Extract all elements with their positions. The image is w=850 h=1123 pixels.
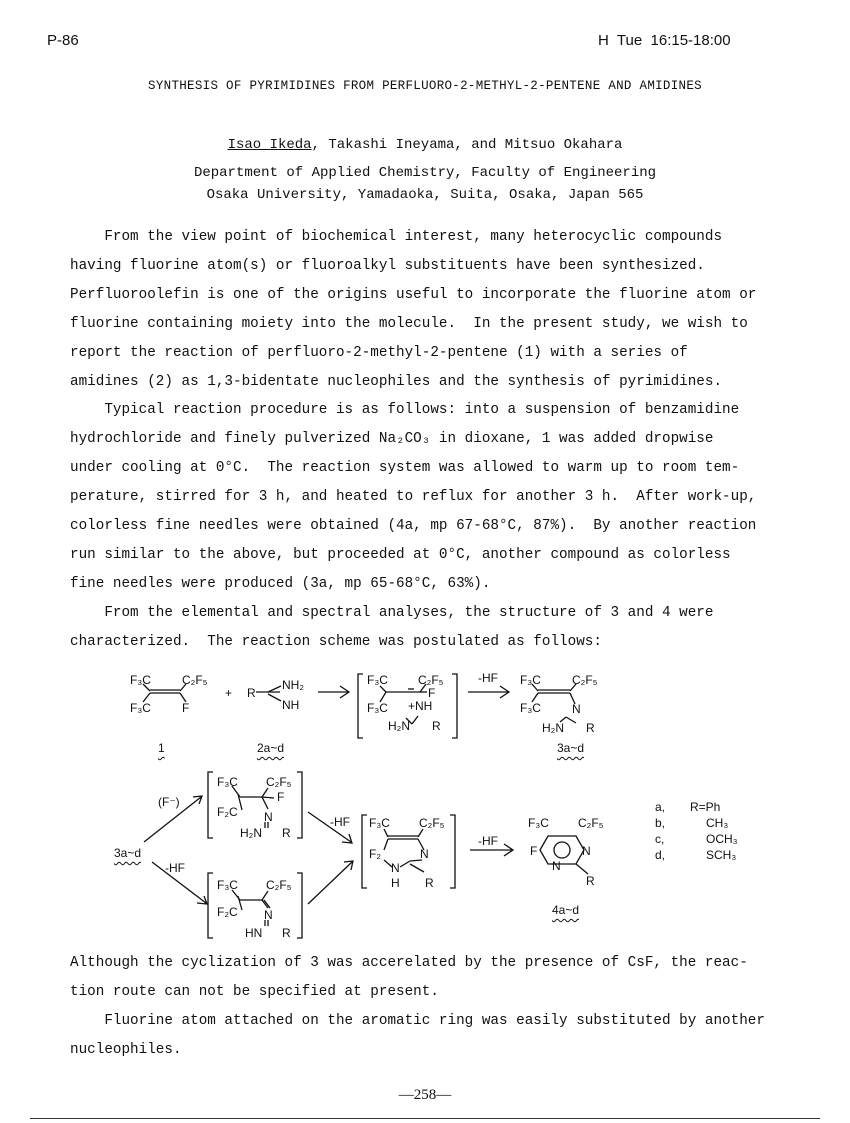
scheme-label: F₂ [369, 847, 381, 861]
text-line: report the reaction of perfluoro-2-methyl-2-pentene (1) with a series of [70, 344, 688, 361]
scheme-label: H₂N [542, 721, 564, 735]
text-line: amidines (2) as 1,3-bidentate nucleophiles and the synthesis of pyrimidines. [70, 373, 723, 390]
scheme-label: H₂N [388, 719, 410, 733]
scheme-label: F₃C [367, 701, 388, 715]
text-line: From the elemental and spectral analyses, the structure of 3 and 4 were [70, 604, 714, 621]
paper-title: SYNTHESIS OF PYRIMIDINES FROM PERFLUORO-2-METHYL-2-PENTENE AND AMIDINES [148, 79, 702, 93]
scheme-label: F₃C [520, 701, 541, 715]
scheme-label: F [428, 686, 436, 700]
scheme-label: -HF [330, 815, 350, 829]
footer-rule [30, 1118, 820, 1119]
scheme-label: R [425, 876, 434, 890]
scheme-label: N [391, 861, 400, 875]
scheme-label: F₂C [217, 905, 238, 919]
scheme-label: NH₂ [282, 678, 304, 692]
scheme-label: R [282, 826, 291, 840]
scheme-label: R [586, 721, 595, 735]
scheme-label: F₃C [130, 673, 151, 687]
affiliation-line: Department of Applied Chemistry, Faculty of Engineering [193, 165, 657, 181]
scheme-label: F₃C [520, 673, 541, 687]
scheme-label: F₃C [217, 878, 238, 892]
scheme-label: N [264, 810, 273, 824]
scheme-label: N [552, 859, 561, 873]
scheme-label: N [582, 844, 591, 858]
text-line: Typical reaction procedure is as follows: into a suspension of benzamidine [70, 402, 740, 419]
text-line: tion route can not be specified at present. [70, 983, 439, 1000]
scheme-label: C₂F₅ [266, 878, 292, 892]
text-line: Although the cyclization of 3 was accerelated by the presence of CsF, the reac- [70, 955, 748, 971]
legend-key: a, [655, 800, 666, 814]
compound-number: 3a~d [557, 741, 585, 755]
scheme-label: H₂N [240, 826, 262, 840]
presenting-author: Isao Ikeda [227, 137, 312, 153]
scheme-label: +NH [408, 699, 433, 713]
paper-code: P-86 [47, 32, 79, 49]
text-line: fluorine containing moiety into the molecule. In the present study, we wish to [70, 315, 748, 332]
text-line: perature, stirred for 3 h, and heated to reflux for another 3 h. After work-up, [70, 489, 757, 506]
scheme-label: F₂C [217, 805, 238, 819]
scheme-label: C₂F₅ [418, 673, 444, 687]
scheme-label: F₃C [367, 673, 388, 687]
compound-number: 4a~d [552, 903, 580, 917]
legend-key: d, [655, 848, 666, 862]
scheme-label: C₂F₅ [182, 673, 208, 687]
scheme-label: NH [282, 698, 300, 712]
compound-number: 2a~d [257, 741, 285, 755]
scheme-label: F [182, 701, 190, 715]
scheme-label: F₃C [217, 775, 238, 789]
scheme-label: F₃C [528, 816, 549, 830]
legend-key: c, [655, 832, 665, 846]
scheme-label: C₂F₅ [572, 673, 598, 687]
scheme-label: R [432, 719, 441, 733]
scheme-label: R [282, 926, 291, 940]
scheme-label: -HF [165, 861, 185, 875]
text-line: Fluorine atom attached on the aromatic ring was easily substituted by another [70, 1012, 765, 1029]
legend-value: CH₃ [706, 816, 729, 830]
scheme-label: R [586, 874, 595, 888]
co-authors: , Takashi Ineyama, and Mitsuo Okahara [311, 137, 623, 153]
legend-value: OCH₃ [706, 832, 738, 846]
text-line: Perfluoroolefin is one of the origins useful to incorporate the fluorine atom or [70, 286, 757, 303]
scheme-label: C₂F₅ [266, 775, 292, 789]
scheme-label: N [572, 702, 581, 716]
page-number: —258— [398, 1087, 452, 1103]
session-time: H Tue 16:15-18:00 [598, 32, 731, 49]
scheme-label: N [264, 908, 273, 922]
legend-key: b, [655, 816, 666, 830]
compound-number: 1 [158, 741, 165, 755]
scheme-label: -HF [478, 671, 498, 685]
legend-value: R=Ph [690, 800, 721, 814]
scheme-label: (F⁻) [158, 795, 180, 809]
affiliation-line: Osaka University, Yamadaoka, Suita, Osaka, Japan 565 [206, 187, 644, 203]
scheme-label: H [391, 876, 400, 890]
scheme-label: C₂F₅ [419, 816, 445, 830]
text-line: hydrochloride and finely pulverized Na₂CO₃ in dioxane, 1 was added dropwise [70, 431, 714, 448]
text-line: fine needles were produced (3a, mp 65-68°C, 63%). [70, 575, 491, 592]
scheme-label: F₃C [130, 701, 151, 715]
text-line: From the view point of biochemical interest, many heterocyclic compounds [70, 229, 723, 245]
scheme-label: F₃C [369, 816, 390, 830]
scheme-label: -HF [478, 834, 498, 848]
scheme-label: HN [245, 926, 263, 940]
scheme-label: R [247, 686, 256, 700]
text-line: characterized. The reaction scheme was postulated as follows: [70, 633, 602, 650]
scheme-label: F [530, 844, 538, 858]
scheme-label: F [277, 790, 285, 804]
text-line: under cooling at 0°C. The reaction system was allowed to warm up to room tem- [70, 460, 740, 477]
legend-value: SCH₃ [706, 848, 737, 862]
scheme-label: + [225, 686, 233, 700]
text-line: run similar to the above, but proceeded at 0°C, another compound as colorless [70, 546, 731, 563]
text-line: nucleophiles. [70, 1041, 182, 1058]
text-line: colorless fine needles were obtained (4a, mp 67-68°C, 87%). By another reaction [70, 518, 757, 534]
text-line: having fluorine atom(s) or fluoroalkyl substituents have been synthesized. [70, 257, 705, 274]
scheme-label: C₂F₅ [578, 816, 604, 830]
scheme-label: N [420, 847, 429, 861]
compound-number: 3a~d [114, 846, 142, 860]
